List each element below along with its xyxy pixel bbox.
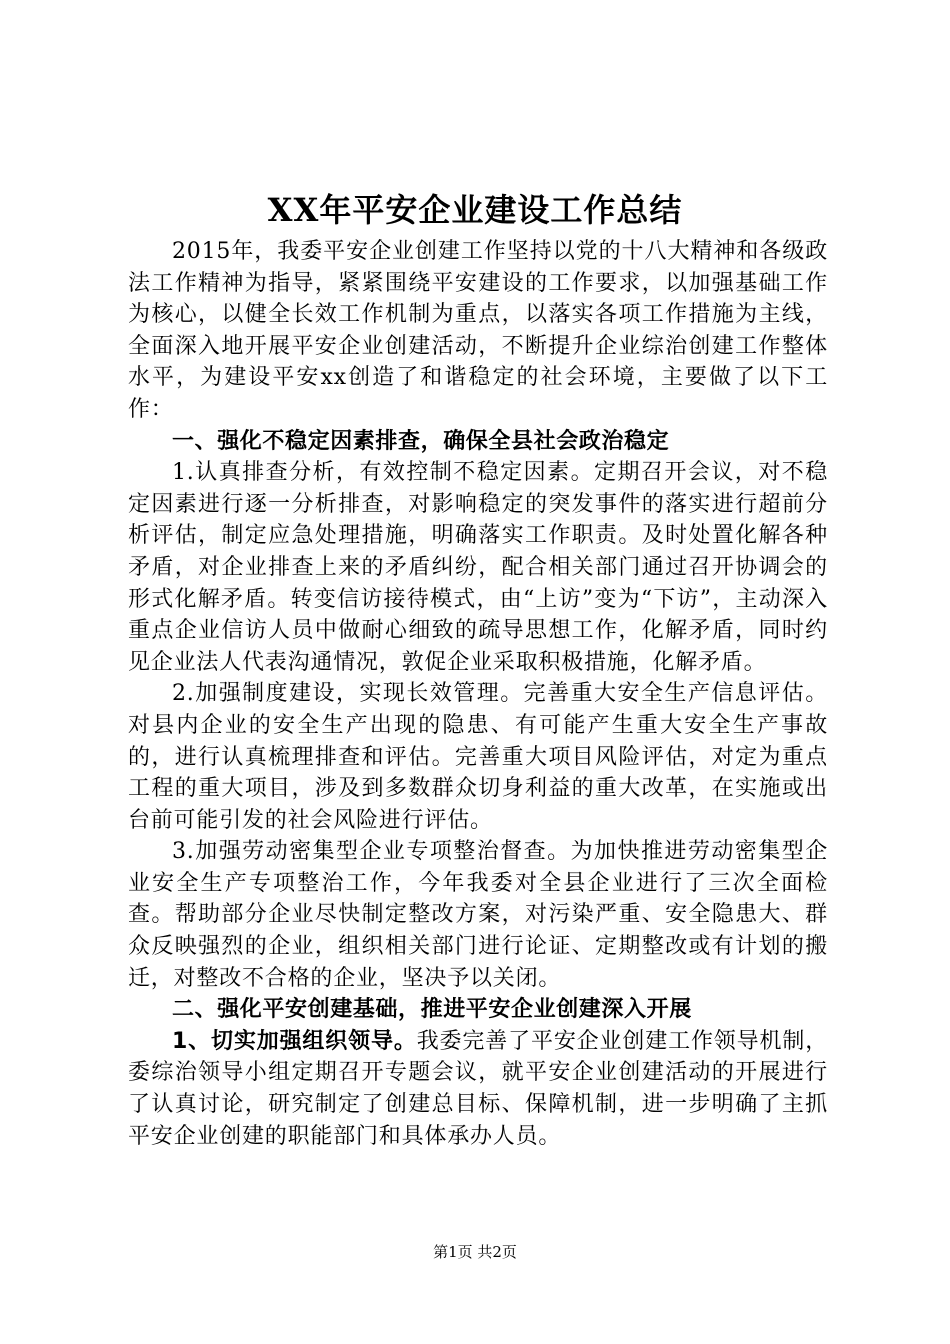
section-2-item-1-text: 我委完善了平安企业创建工作领导机制，委综治领导小组定期召开专题会议，就平安企业创建活动的开展进行了认真讨论，研究制定了创建总目标、保障机制，进一步明确了主抓平安企业创建的职能部门和具体承办人员。 (128, 1028, 829, 1149)
section-2-item-1 (128, 1026, 828, 1152)
section-1-item-2: 2.加强制度建设，实现长效管理。完善重大安全生产信息评估。对县内企业的安全生产出现的隐患、有可能产生重大安全生产事故的，进行认真梳理排查和评估。完善重大项目风险评估，对定为重点工程的重大项目，涉及到多数群众切身利益的重大改革，在实施或出台前可能引发的社会风险进行评估。 (128, 681, 828, 833)
document-title: XX年平安企业建设工作总结 (267, 191, 683, 229)
section-1-heading: 一、强化不稳定因素排查，确保全县社会政治稳定 (172, 428, 670, 454)
intro-paragraph: 2015年，我委平安企业创建工作坚持以党的十八大精神和各级政法工作精神为指导，紧紧围绕平安建设的工作要求，以加强基础工作为核心，以健全长效工作机制为重点，以落实各项工作措施为主线，全面深入地开展平安企业创建活动，不断提升企业综治创建工作整体水平，为建设平安xx创造了和谐稳定的社会环境，主要做了以下工作： (128, 239, 828, 422)
section-2-heading: 二、强化平安创建基础，推进平安企业创建深入开展 (172, 997, 692, 1023)
section-1-item-1: 1.认真排查分析，有效控制不稳定因素。定期召开会议，对不稳定因素进行逐一分析排查，对影响稳定的突发事件的落实进行超前分析评估，制定应急处理措施，明确落实工作职责。及时处置化解各种矛盾，对企业排查上来的矛盾纠纷，配合相关部门通过召开协调会的形式化解矛盾。转变信访接待模式，由“上访”变为“下访”，主动深入重点企业信访人员中做耐心细致的疏导思想工作，化解矛盾，同时约见企业法人代表沟通情况，敦促企业采取积极措施，化解矛盾。 (128, 460, 828, 675)
page-footer: 第1页 共2页 (433, 1243, 517, 1261)
section-1-item-3: 3.加强劳动密集型企业专项整治督查。为加快推进劳动密集型企业安全生产专项整治工作，今年我委对全县企业进行了三次全面检查。帮助部分企业尽快制定整改方案，对污染严重、安全隐患大、群众反映强烈的企业，组织相关部门进行论证、定期整改或有计划的搬迁，对整改不合格的企业，坚决予以关闭。 (128, 839, 828, 991)
section-2-item-1-lead: 1、切实加强组织领导。 (172, 1028, 417, 1054)
document-body (128, 236, 828, 1152)
